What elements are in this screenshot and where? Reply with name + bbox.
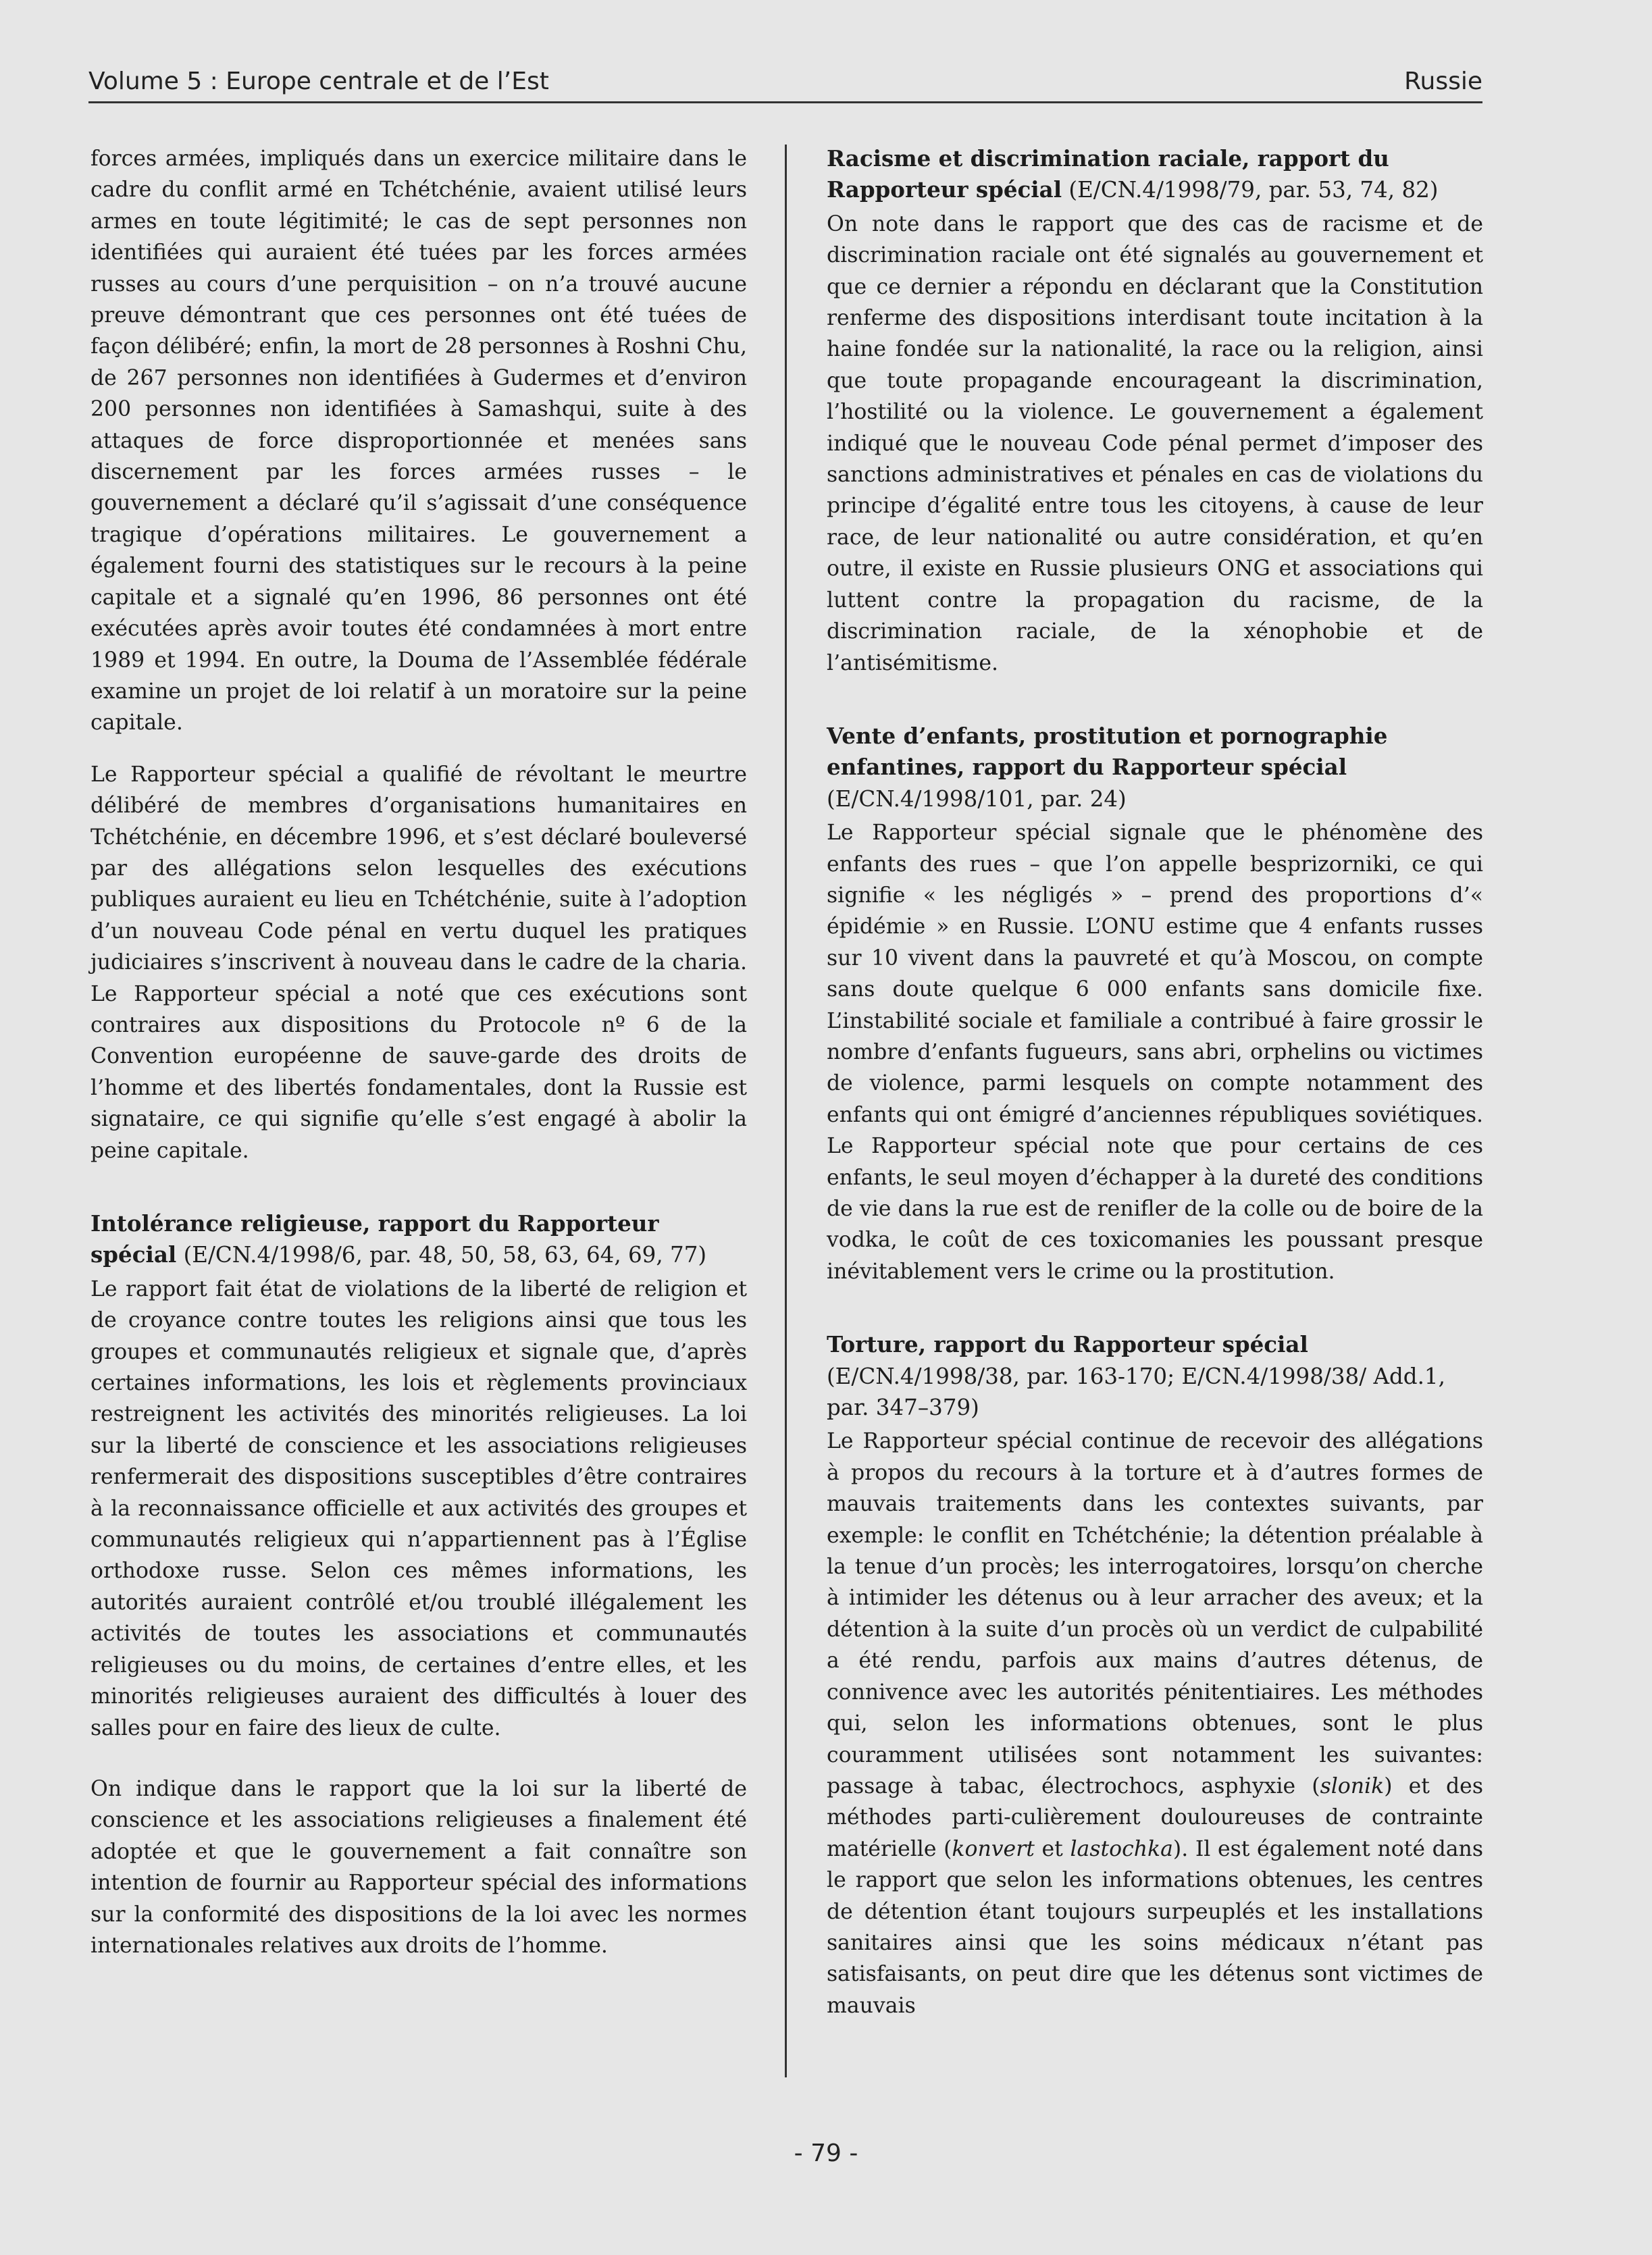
section-title: Vente d’enfants, prostitution et pornographie enfantines, rapport du Rapporteur spécial (827, 722, 1388, 781)
paragraph (827, 1426, 1483, 2021)
column-divider (785, 145, 787, 2077)
section-child-exploitation (827, 721, 1483, 1287)
paragraph: Le Rapporteur spécial signale que le phénomène des enfants des rues – que l’on appelle besprizorniki, ce qui signifie « les négligés » – prend des proportions d’« épidémie » en Russie. L’ONU estime que 4 enfants russes sur 10 vivent dans la pauvreté et qu’à Moscou, on compte sans doute quelque 6 000 enfants sans domicile fixe. L’instabilité sociale et familiale a contribué à faire grossir le nombre d’enfants fugueurs, sans abri, orphelins ou victimes de violence, parmi lesquels on compte notamment des enfants qui ont émigré d’anciennes républiques soviétiques. Le Rapporteur spécial note que pour certains de ces enfants, le seul moyen d’échapper à la dureté des conditions de vie dans la rue est de renifler de la colle ou de boire de la vodka, le coût de ces toxicomanies les poussant presque inévitablement vers le crime ou la prostitution. (827, 821, 1483, 1284)
text-run: et (1034, 1836, 1070, 1861)
text-run: ) et des méthodes parti-culièrement douloureuses de contrainte matérielle ( (827, 1773, 1483, 1861)
paragraph: On note dans le rapport que des cas de racisme et de discrimination raciale ont été signalés au gouvernement et que ce dernier a répondu en déclarant que la Constitution renferme des dispositions interdisant toute incitation à la haine fondée sur la nationalité, la race ou la religion, ainsi que toute propagande encourageant la discrimination, l’hostilité ou la violence. Le gouvernement a également indiqué que le nouveau Code pénal permet d’imposer des sanctions administratives et pénales en cas de violations du principe d’égalité entre tous les citoyens, à cause de leur race, de leur nationalité ou autre considération, et qu’en outre, il existe en Russie plusieurs ONG et associations qui luttent contre la propagation du racisme, de la discrimination raciale, de la xénophobie et de l’antisémitisme. (827, 211, 1483, 675)
page-number: - 79 - (794, 2140, 858, 2167)
section-heading (827, 721, 1483, 814)
section-reference: (E/CN.4/1998/79, par. 53, 74, 82) (1062, 177, 1439, 203)
section-racism (827, 143, 1483, 679)
left-column (91, 143, 747, 2003)
section-title: Intolérance religieuse, rapport du Rapporteur spécial (91, 1210, 659, 1268)
section-heading (827, 1329, 1483, 1423)
paragraph: Le Rapporteur spécial a qualifié de révoltant le meurtre délibéré de membres d’organisations humanitaires en Tchétchénie, en décembre 1996, et s’est déclaré bouleversé par des allégations selon lesquelles des exécutions publiques auraient eu lieu en Tchétchénie, suite à l’adoption d’un nouveau Code pénal en vertu duquel les pratiques judiciaires s’inscrivent à nouveau dans le cadre de la charia. Le Rapporteur spécial a noté que ces exécutions sont contraires aux dispositions du Protocole nº 6 de la Convention européenne de sauve-garde des droits de l’homme et des libertés fondamentales, dont la Russie est signataire, ce qui signifie qu’elle s’est engagé à abolir la peine capitale. (91, 762, 747, 1163)
paragraph: On indique dans le rapport que la loi sur la liberté de conscience et les associations religieuses a finalement été adoptée et que le gouvernement a fait connaître son intention de fournir au Rapporteur spécial des informations sur la conformité des dispositions de la loi avec les normes internationales relatives aux droits de l’homme. (91, 1776, 747, 1958)
header-rule (88, 101, 1482, 103)
text-run: Le Rapporteur spécial continue de recevoir des allégations à propos du recours à la torture et à d’autres formes de mauvais traitements dans les contextes suivants, par exemple: le conflit en Tchétchénie; la détention préalable à la tenue d’un procès; les interrogatoires, lorsqu’on cherche à intimider les détenus ou à leur arracher des aveux; et la détention à la suite d’un procès où un verdict de culpabilité a été rendu, parfois aux mains d’autres détenus, de connivence avec les autorités pénitentiaires. Les méthodes qui, selon les informations obtenues, sont le plus couramment utilisées sont notamment les suivantes: passage à tabac, électrochocs, asphyxie ( (827, 1429, 1483, 1798)
section-reference: (E/CN.4/1998/6, par. 48, 50, 58, 63, 64, 69, 77) (176, 1242, 707, 1268)
paragraph: Le rapport fait état de violations de la liberté de religion et de croyance contre toutes les religions ainsi que tous les groupes et communautés religieux et signale que, d’après certaines informations, les lois et règlements provinciaux restreignent les activités des minorités religieuses. La loi sur la liberté de conscience et les associations religieuses renfermerait des dispositions susceptibles d’être contraires à la reconnaissance officielle et aux activités des groupes et communautés religieux qui n’appartiennent pas à l’Église orthodoxe russe. Selon ces mêmes informations, les autorités auraient contrôlé et/ou troublé illégalement les activités de toutes les associations et communautés religieuses ou du moins, de certaines d’entre elles, et les minorités religieuses auraient des difficultés à louer des salles pour en faire des lieux de culte. (91, 1276, 747, 1740)
country-label: Russie (1404, 68, 1482, 95)
running-title: Volume 5 : Europe centrale et de l’Est (88, 68, 549, 95)
section-heading (827, 143, 1483, 206)
paragraph: forces armées, impliqués dans un exercice militaire dans le cadre du conflit armé en Tchétchénie, avaient utilisé leurs armes en toute légitimité; le cas de sept personnes non identifiées qui auraient été tuées par les forces armées russes au cours d’une perquisition – on n’a trouvé aucune preuve démontrant que ces personnes ont été tuées de façon délibéré; enfin, la mort de 28 personnes à Roshni Chu, de 267 personnes non identifiées à Gudermes et d’environ 200 personnes non identifiées à Samashqui, suite à des attaques de force disproportionnée et menées sans discernement par les forces armées russes – le gouvernement a déclaré qu’il s’agissait d’une conséquence tragique d’opérations militaires. Le gouvernement a également fourni des statistiques sur le recours à la peine capitale et a signalé qu’en 1996, 86 personnes ont été exécutées après avoir toutes été condamnées à mort entre 1989 et 1994. En outre, la Douma de l’Assemblée fédérale examine un projet de loi relatif à un moratoire sur la peine capitale. (91, 147, 747, 735)
page-header (88, 61, 1482, 101)
section-heading (91, 1208, 747, 1271)
italic-term: lastochka (1070, 1836, 1173, 1861)
text-run: ). Il est également noté dans le rapport que selon les informations obtenues, les centres de détention étant toujours surpeuplés et les installations sanitaires ainsi que les soins médicaux n’étant pas satisfaisants, on peut dire que les détenus sont victimes de mauvais (827, 1836, 1483, 2018)
right-column (827, 143, 1483, 2063)
section-torture (827, 1329, 1483, 2021)
section-reference: (E/CN.4/1998/38, par. 163-170; E/CN.4/1998/38/ Add.1, par. 347–379) (827, 1363, 1445, 1421)
section-religious-intolerance (91, 1208, 747, 1961)
italic-term: slonik (1320, 1773, 1385, 1798)
italic-term: konvert (952, 1836, 1035, 1861)
section-title: Torture, rapport du Rapporteur spécial (827, 1331, 1308, 1358)
section-title: Racisme et discrimination raciale, rapport du Rapporteur spécial (827, 145, 1389, 203)
section-reference: (E/CN.4/1998/101, par. 24) (827, 785, 1127, 812)
